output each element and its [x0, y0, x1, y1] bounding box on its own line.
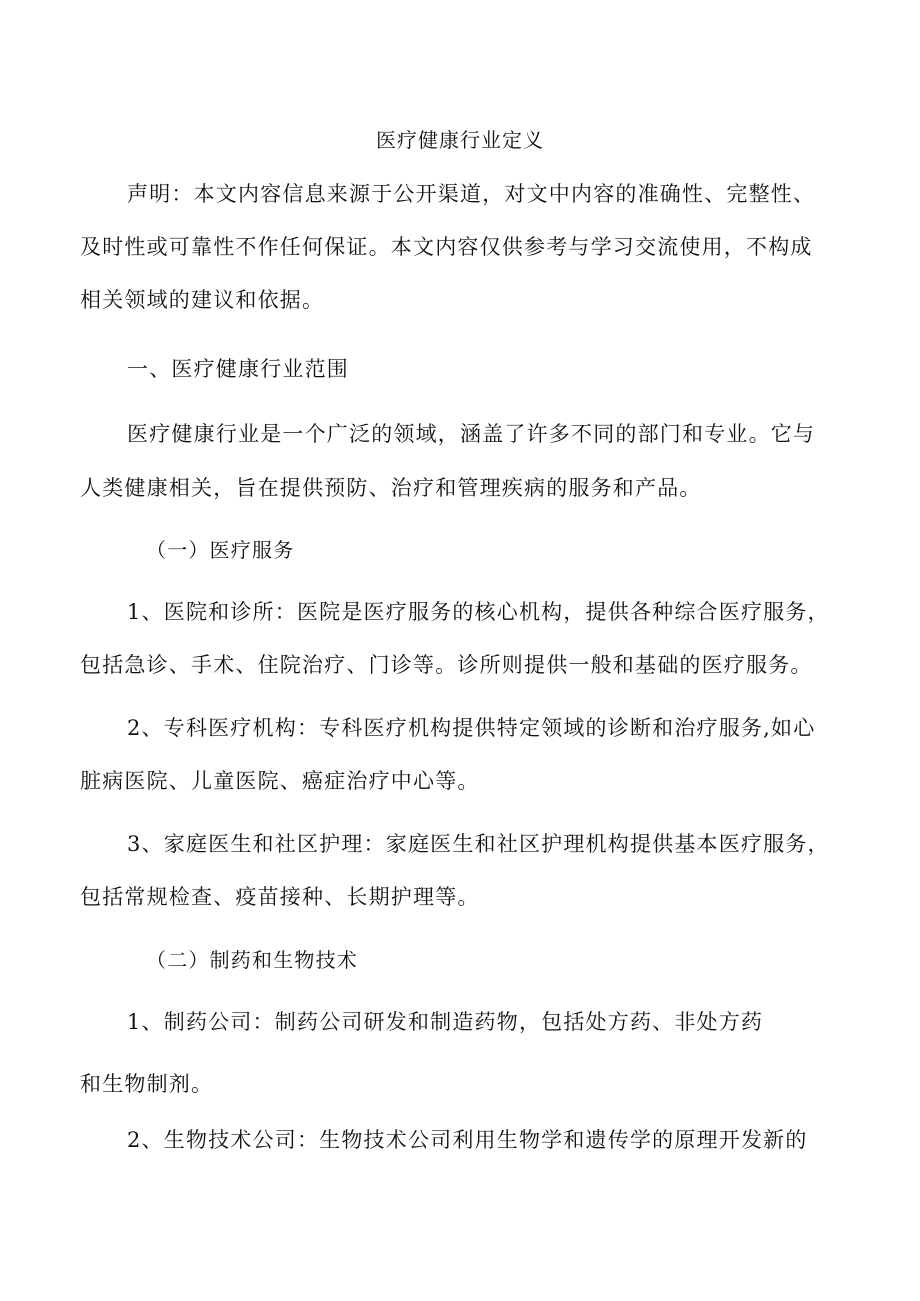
sub1-item-1-line-1: 1、医院和诊所：医院是医疗服务的核心机构，提供各种综合医疗服务， [127, 600, 830, 624]
sub2-item-1-line-2: 和生物制剂。 [80, 1072, 214, 1096]
sub1-item-3-line-1: 3、家庭医生和社区护理：家庭医生和社区护理机构提供基本医疗服务， [127, 832, 830, 856]
sub1-item-2-line-1: 2、专科医疗机构：专科医疗机构提供特定领域的诊断和治疗服务,如心 [127, 716, 816, 740]
sub1-item-1-line-2: 包括急诊、手术、住院治疗、门诊等。诊所则提供一般和基础的医疗服务。 [80, 653, 813, 677]
sub1-item-2-line-2: 脏病医院、儿童医院、癌症治疗中心等。 [80, 769, 480, 793]
section-1-intro-line-1: 医疗健康行业是一个广泛的领域，涵盖了许多不同的部门和专业。它与 [127, 422, 816, 446]
sub2-item-2-line-1: 2、生物技术公司：生物技术公司利用生物学和遗传学的原理开发新的 [127, 1128, 808, 1152]
disclaimer-line-2: 及时性或可靠性不作任何保证。本文内容仅供参考与学习交流使用，不构成 [80, 235, 813, 259]
disclaimer-line-1: 声明：本文内容信息来源于公开渠道，对文中内容的准确性、完整性、 [127, 182, 816, 206]
subsection-2-heading: （二）制药和生物技术 [146, 948, 358, 972]
disclaimer-line-3: 相关领域的建议和依据。 [80, 288, 325, 312]
document-title: 医疗健康行业定义 [376, 128, 544, 152]
sub2-item-1-line-1: 1、制药公司：制药公司研发和制造药物，包括处方药、非处方药 [127, 1010, 764, 1034]
subsection-1-heading: （一）医疗服务 [146, 538, 295, 562]
sub1-item-3-line-2: 包括常规检查、疫苗接种、长期护理等。 [80, 885, 480, 909]
section-1-intro-line-2: 人类健康相关，旨在提供预防、治疗和管理疾病的服务和产品。 [80, 476, 702, 500]
section-1-heading: 一、医疗健康行业范围 [127, 357, 349, 381]
